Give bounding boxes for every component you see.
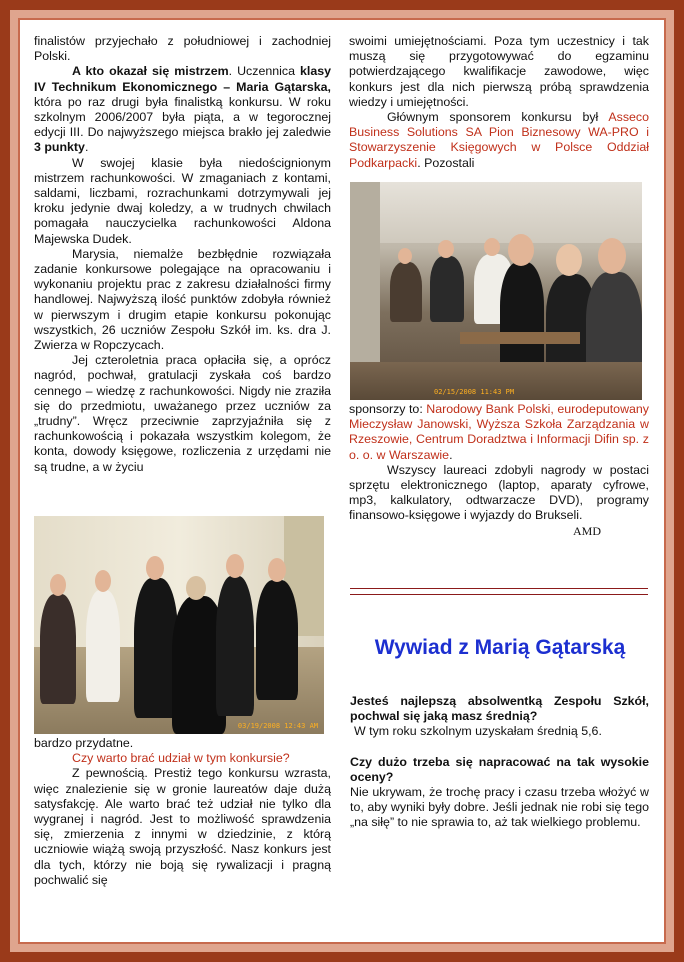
sponsors-list: Narodowy Bank Polski, eurodeputowany Mieczysław Janowski, Wyższa Szkoła Zarządzania w Rzeszowie, Centrum Doradztwa i Informacji Difin sp. z o. o. w Warszawie [349,402,649,462]
paragraph: Wszyscy laureaci zdobyli nagrody w postaci sprzętu elektronicznego (laptop, aparaty cyfrowe, mp3, kalkulatory, odtwarzacze DVD), programy finansowo-księgowe i wyjazdy do Brukseli. [349,462,649,523]
interview-question: Czy dużo trzeba się napracować na tak wysokie oceny? [350,754,649,784]
author-signature: AMD [572,523,601,538]
classroom-photo [350,182,642,400]
paragraph: Jej czteroletnia praca opłaciła się, a oprócz nagród, pochwał, gratulacji zyskała coś bardzo cennego – wiedzę z rachunkowości. Nigdy nie zraziła się do przedmiotu, uważanego przez uczniów za „trudny”. Wręcz przeciwnie zaprzyjaźniła się z rachunkowością i pokazała wszystkim kolegom, że konta, dowody księgowe, rozliczenia z urzędami nie są trudne, a w życiu [34,353,331,474]
photo-timestamp: 02/15/2008 11:43 PM [434,388,515,396]
page-content [22,24,662,942]
text: . Pozostali [417,155,475,170]
text: Głównym sponsorem konkursu był [387,110,609,125]
bold-points: 3 punkty [34,140,85,155]
paragraph: swoimi umiejętnościami. Poza tym uczestnicy i tak muszą się przygotowywać do egzaminu potwierdzającego kwalifikacje zawodowe, więc konkurs jest dla nich pierwszą próbą sprawdzenia wiedzy i umiejętności. [349,34,649,109]
text: . [84,140,89,155]
interview-section [350,694,649,831]
text: która po raz drugi była finalistką konkursu. W roku szkolnym 2006/2007 była piąta, a w tegorocznej edycji III. Do najwyższego miejsca brakło jej zaledwie [34,94,331,140]
paragraph [349,110,649,171]
interview-question: Jesteś najlepszą absolwentką Zespołu Szkół, pochwal się jaką masz średnią? [350,694,649,724]
right-column-continued [349,402,649,539]
paragraph: W swojej klasie była niedoścignionym mistrzem rachunkowości. W zmaganiach z kontami, saldami, liczbami, rozrachunkami dotrzymywali jej kroku jedynie dwaj koledzy, a w trudnych chwilach pomagała nauczycielka rachunkowości Aldona Majewska Dudek. [34,155,331,246]
sponsor-name: Asseco Business Solutions SA Pion Biznesowy WA-PRO i Stowarzyszenie Księgowych w Polsce Oddział Podkarpacki [349,110,649,170]
paragraph [349,402,649,463]
paragraph: Z pewnością. Prestiż tego konkursu wzrasta, więc znalezienie się w gronie laureatów daje dużą satysfakcję. Ale warto brać też udział nie tylko dla wygranej i nagród. Jest to możliwość sprawdzenia się, zmierzenia z innymi w dziedzinie, z którą uczniowie wiążą swoją przyszłość. Nasz konkurs jest dla tych, którzy nie boją się rywalizacji i pragną pochwalić się [34,766,331,887]
paragraph [34,64,331,155]
bold-text: klasy IV Technikum Ekonomicznego – Maria Gątarska, [34,64,331,94]
spacer [350,740,649,755]
bold-question: A kto okazał się mistrzem [72,64,229,79]
interview-answer: Nie ukrywam, że trochę pracy i czasu trzeba włożyć w to, aby wyniki były dobre. Jeśli jednak nie robi się tego „na siłę” to nie sprawia to, aż tak wielkiego problemu. [350,785,649,830]
photo-timestamp: 03/19/2008 12:43 AM [237,722,318,730]
interview-answer: W tym roku szkolnym uzyskałam średnią 5,6. [354,724,602,739]
text: sponsorzy to: [349,402,427,416]
paragraph: bardzo przydatne. [34,736,134,750]
left-column-continued [34,736,331,888]
red-question: Czy warto brać udział w tym konkursie? [72,751,290,766]
left-column [34,34,331,475]
interview-title: Wywiad z Marią Gątarską [374,636,626,659]
paragraph: Marysia, niemalże bezbłędnie rozwiązała zadanie konkursowe polegające na opracowaniu i wykonaniu projektu prac z zakresu działalności firmy handlowej. Najwyższą ilość punktów zdobyła również w pierwszym i drugim etapie konkursu pokonując wszystkich, 26 uczniów Zespołu Szkół im. ks. dra J. Zwierza w Ropczycach. [34,246,331,353]
text: . [449,447,453,462]
award-ceremony-photo [34,516,324,734]
section-divider [350,588,648,595]
right-column [349,34,649,171]
text: . Uczennica [228,64,300,79]
paragraph: finalistów przyjechało z południowej i zachodniej Polski. [34,34,331,64]
